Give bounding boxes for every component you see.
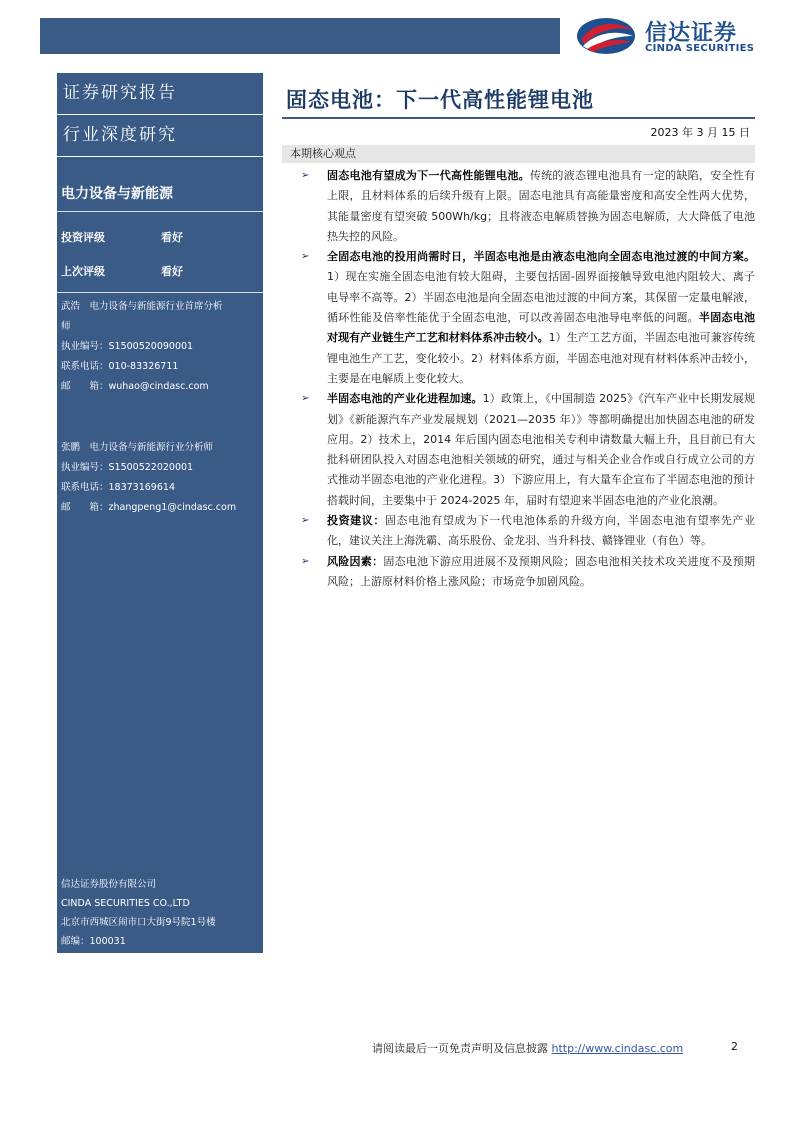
point-text-2: 1）生产工艺方面，半固态电池可兼容传统锂电池生产工艺，变化较小。2）材料体系方面，半固态电池对现有材料体系冲击较小，主要是在电解质上变化较大。 — [327, 331, 755, 385]
divider — [57, 211, 263, 212]
analyst-title: 武浩 电力设备与新能源行业首席分析 — [61, 301, 223, 312]
analyst-phone: 联系电话：18373169614 — [61, 482, 175, 493]
analyst-cert: 执业编号：S1500520090001 — [61, 341, 194, 352]
footer-notice — [372, 1040, 683, 1056]
company-name-en: CINDA SECURITIES CO.,LTD — [61, 898, 190, 909]
key-point — [282, 166, 755, 247]
key-point — [282, 511, 755, 552]
company-postcode: 邮编：100031 — [61, 936, 126, 947]
industry-name: 电力设备与新能源 — [61, 186, 173, 202]
key-point — [282, 389, 755, 511]
analyst-phone: 联系电话：010-83326711 — [61, 361, 179, 372]
analyst-email: 邮 箱：zhangpeng1@cindasc.com — [61, 502, 237, 513]
prev-rating-label: 上次评级 — [61, 265, 105, 278]
page-number: 2 — [731, 1040, 738, 1053]
report-date: 2023 年 3 月 15 日 — [650, 126, 750, 139]
arrow-bullet-icon: ➢ — [301, 555, 310, 567]
analyst-title: 张鹏 电力设备与新能源行业分析师 — [61, 442, 214, 453]
point-lead-2: 半固态电池对现有产业链生产工艺和材料体系冲击较小。 — [327, 311, 756, 345]
prev-rating-value: 看好 — [161, 265, 183, 278]
point-text: 固态电池有望成为下一代电池体系的升级方向，半固态电池有望率先产业化，建议关注上海洗霸、高乐股份、金龙羽、当升科技、赣锋锂业（有色）等。 — [327, 514, 756, 548]
key-points — [282, 166, 755, 592]
key-point — [282, 247, 755, 389]
analyst-email: 邮 箱：wuhao@cindasc.com — [61, 381, 209, 392]
company-name-cn: 信达证券股份有限公司 — [61, 879, 157, 890]
analyst-card — [57, 295, 263, 417]
company-address: 北京市西城区闹市口大街9号院1号楼 — [61, 917, 216, 928]
point-text: 1）现在实施全固态电池有较大阻碍，主要包括固-固界面接触导致电池内阻较大、离子电导率不高等。2）半固态电池是向全固态电池过渡的中间方案，其保留一定量电解液，循环性能及倍率性能优于全固态电池，可以改善固态电池导电率低的问题。 — [327, 270, 755, 325]
point-text: 1）政策上，《中国制造 2025》《汽车产业中长期发展规划》《新能源汽车产业发展规划（2021—2035 年）》等都明确提出加快固态电池的研发应用。2）技术上，2014 年后国内固态电池相关专利申请数量大幅上升，且目前已有大批科研团队投入对固态电池相关领域的研究，通过与相关企业合作或自行成立公司的方式推动半固态电池的产业化进程。3）下游应用上，有大量车企宣布了半固态电池的预计搭载时间，主要集中于 2024-2025 年，届时有望迎来半固态电池的产业化浪潮。 — [327, 392, 756, 507]
rating-row — [61, 229, 183, 245]
title-divider — [282, 117, 755, 119]
point-lead: 半固态电池的产业化进程加速。 — [327, 392, 483, 406]
analyst-cert: 执业编号：S1500522020001 — [61, 462, 194, 473]
point-text: 传统的液态锂电池具有一定的缺陷，安全性有上限，且材料体系的后续升级有上限。固态电池具有高能量密度和高安全性两大优势，其能量密度有望突破 500Wh/kg；且将液态电解质替换为固态电解质，大大降低了电池热失控的风险。 — [327, 169, 756, 243]
analyst-title-cont: 师 — [61, 321, 71, 332]
report-subtype: 行业深度研究 — [57, 115, 263, 156]
sidebar — [57, 73, 263, 953]
arrow-bullet-icon: ➢ — [301, 251, 310, 263]
arrow-bullet-icon: ➢ — [301, 170, 310, 181]
point-text: 固态电池下游应用进展不及预期风险；固态电池相关技术攻关进度不及预期风险；上游原材料价格上涨风险；市场竞争加剧风险。 — [327, 554, 756, 588]
page-title: 固态电池：下一代高性能锂电池 — [286, 88, 594, 112]
rating-value: 看好 — [161, 231, 183, 244]
cinda-logo-icon — [575, 16, 637, 56]
prev-rating-row — [61, 263, 183, 279]
logo-english-name: CINDA SECURITIES — [645, 43, 755, 54]
company-logo — [575, 14, 775, 60]
website-link[interactable]: http://www.cindasc.com — [551, 1042, 684, 1055]
logo-chinese-name: 信达证券 — [645, 21, 738, 46]
disclaimer-text: 请阅读最后一页免责声明及信息披露 — [372, 1042, 552, 1055]
rating-label: 投资评级 — [61, 231, 105, 244]
point-lead: 投资建议： — [327, 514, 385, 528]
point-lead: 风险因素： — [327, 554, 384, 568]
section-label: 本期核心观点 — [282, 145, 755, 163]
company-info — [57, 869, 263, 953]
key-point — [282, 552, 755, 593]
divider — [57, 292, 263, 293]
arrow-bullet-icon: ➢ — [301, 393, 310, 405]
report-type: 证券研究报告 — [57, 73, 263, 114]
header-bar — [40, 18, 560, 54]
point-lead: 全固态电池的投用尚需时日，半固态电池是由液态电池向全固态电池过渡的中间方案。 — [327, 250, 755, 264]
point-lead: 固态电池有望成为下一代高性能锂电池。 — [327, 169, 530, 182]
arrow-bullet-icon: ➢ — [301, 515, 310, 527]
analyst-card — [57, 415, 263, 869]
